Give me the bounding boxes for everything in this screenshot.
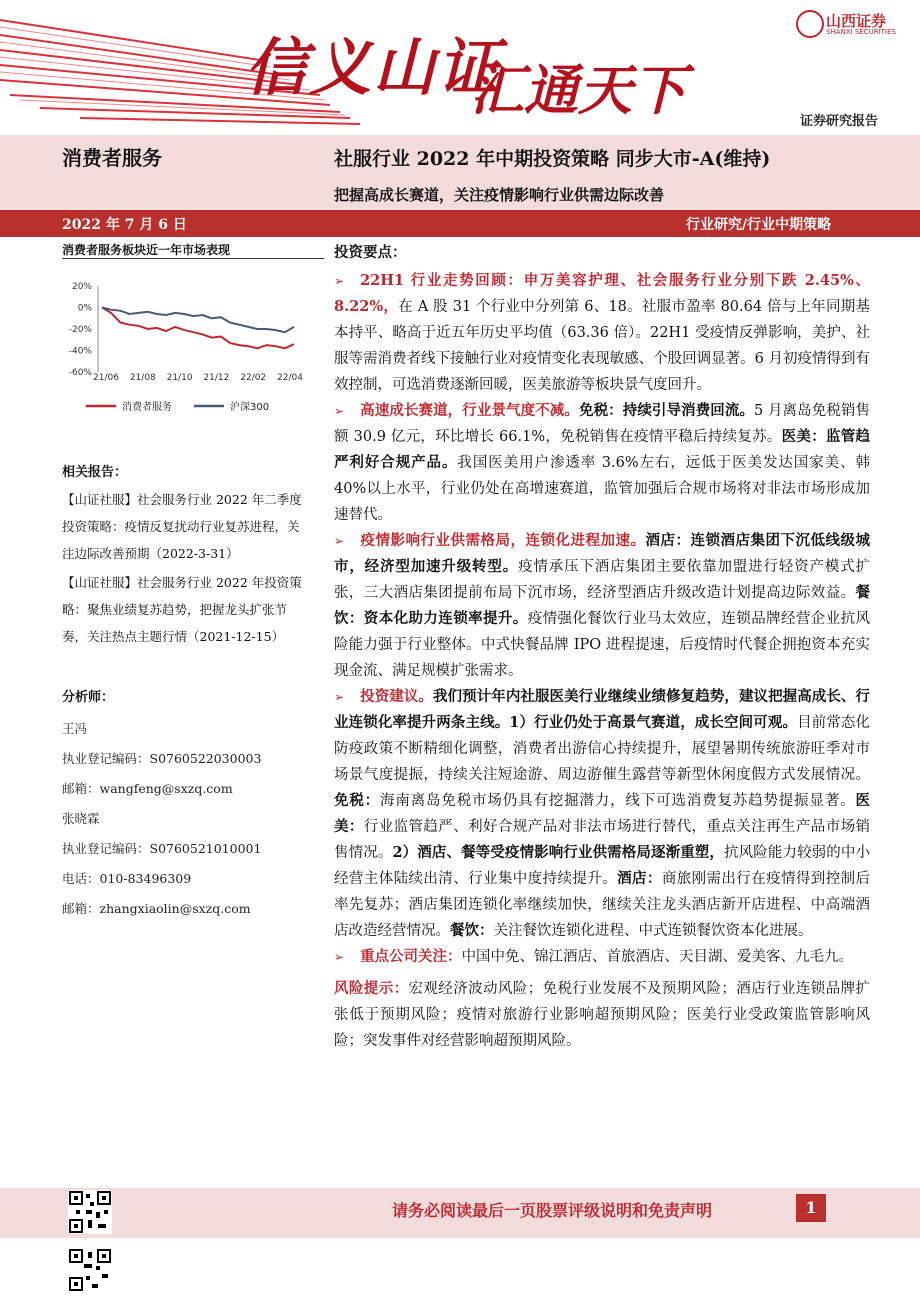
x-tick-label: 22/04 <box>277 373 303 383</box>
chart-title: 消费者服务板块近一年市场表现 <box>62 243 231 257</box>
x-tick-label: 22/02 <box>240 373 267 383</box>
y-tick-label: 20% <box>71 282 92 292</box>
chart-divider <box>62 258 324 259</box>
point-growth-track: ➢ 高速成长赛道，行业景气度不减。免税：持续引导消费回流。5 月离岛免税销售额 30.9 亿元，环比增长 66.1%，免税销售在疫情平稳后持续复苏。医美：监管趋严利好合规产品。我国医美用户渗透率 3.6%左右，远低于医美发达国家美、韩 40%以上水平，行业仍处在高增速赛道，监管加强后合规市场将对非法市场形成加速替代。 <box>334 402 870 523</box>
point-supply-demand: ➢ 疫情影响行业供需格局，连锁化进程加速。酒店：连锁酒店集团下沉低线级城市，经济型加速升级转型。疫情承压下酒店集团主要依靠加盟进行轻资产模式扩张，三大酒店集团提前布局下沉市场，经济型酒店升级改造计划提高边际效益。餐饮：资本化助力连锁率提升。疫情强化餐饮行业马太效应，连锁品牌经营企业抗风险能力强于行业整体。中式快餐品牌 IPO 进程提速，后疫情时代餐企拥抱资本充实现金流、满足规模扩张需求。 <box>334 532 871 679</box>
logo-english: SHANXI SECURITIES <box>826 28 896 36</box>
y-tick-label: -20% <box>68 325 92 335</box>
series-line-csi300 <box>102 308 294 333</box>
analyst-name: 王冯 <box>62 721 88 736</box>
legend-label: 消费者服务 <box>122 402 172 413</box>
qr-code-icon[interactable] <box>68 1248 112 1292</box>
analyst-email[interactable]: 邮箱：zhangxiaolin@sxzq.com <box>62 901 251 916</box>
related-reports-list <box>62 486 306 650</box>
report-date: 2022 年 7 月 6 日 <box>62 217 187 233</box>
qr-code-icon[interactable] <box>68 1190 112 1234</box>
point-investment-advice: ➢ 投资建议。我们预计年内社服医美行业继续业绩修复趋势，建议把握高成长、行业连锁化率提升两条主线。1）行业仍处于高景气赛道，成长空间可观。目前常态化防疫政策不断精细化调整，消费者出游信心持续提升，展望暑期传统旅游旺季对市场景气度提振，持续关注短途游、周边游催生露营等新型休闲度假方式发展情况。免税：海南离岛免税市场仍具有挖掘潜力，线下可选消费复苏趋势提振显著。医美：行业监管趋严、利好合规产品对非法市场进行替代，重点关注再生产品市场销售情况。2）酒店、餐等受疫情影响行业供需格局逐渐重塑，抗风险能力较弱的中小经营主体陆续出清、行业集中度持续提升。酒店：商旅刚需出行在疫情得到控制后率先复苏；酒店集团连锁化率继续加快，继续关注龙头酒店新开店进程、中高端酒店改造经营情况。餐饮：关注餐饮连锁化进程、中式连锁餐饮资本化进展。 <box>334 688 871 939</box>
disclaimer-text: 请务必阅读最后一页股票评级说明和免责声明 <box>392 1201 713 1220</box>
document-type: 证券研究报告 <box>800 114 879 129</box>
slogan-part1: 信义山证 <box>245 31 502 104</box>
y-tick-label: 0% <box>77 303 92 314</box>
analyst-title: 分析师： <box>62 690 115 705</box>
company-logo <box>796 10 906 38</box>
x-tick-label: 21/12 <box>203 373 230 383</box>
related-report-item[interactable]: 【山证社服】社会服务行业 2022 年投资策略：聚焦业绩复苏趋势，把握龙头扩张节奏，关注热点主题行情（2021-12-15） <box>62 575 302 644</box>
analyst-name: 张晓霖 <box>62 811 100 826</box>
logo-mark-icon <box>796 10 824 38</box>
related-report-item[interactable]: 【山证社服】社会服务行业 2022 年二季度投资策略：疫情反复扰动行业复苏进程，关注边际改善预期（2022-3-31） <box>62 492 302 561</box>
legend-label: 沪深300 <box>230 402 270 413</box>
market-performance-chart <box>62 278 312 423</box>
header-banner <box>0 0 920 135</box>
y-tick-label: -40% <box>68 346 92 357</box>
slogan-part2: 汇通天下 <box>470 59 686 122</box>
page-number: 1 <box>796 1194 826 1222</box>
analyst-license: 执业登记编码：S0760521010001 <box>62 841 262 856</box>
report-subtitle: 把握高成长赛道，关注疫情影响行业供需边际改善 <box>334 186 665 204</box>
y-tick-label: -60% <box>68 368 92 378</box>
analyst-email[interactable]: 邮箱：wangfeng@sxzq.com <box>62 781 233 796</box>
risk-warning: 风险提示：宏观经济波动风险；免税行业发展不及预期风险；酒店行业连锁品牌扩张低于预期风险；疫情对旅游行业影响超预期风险；医美行业受政策监管影响风险；突发事件对经营影响超预期风险。 <box>334 980 870 1049</box>
x-tick-label: 21/08 <box>129 373 156 383</box>
x-tick-label: 21/10 <box>166 373 193 383</box>
analyst-list <box>62 714 312 924</box>
x-tick-label: 21/06 <box>93 373 119 383</box>
main-content <box>334 240 870 1054</box>
point-key-companies: ➢ 重点公司关注：中国中免、锦江酒店、首旅酒店、天目湖、爱美客、九毛九。 <box>334 948 854 965</box>
report-category: 行业研究/行业中期策略 <box>686 217 832 233</box>
arrow-icon: ➢ <box>334 690 345 704</box>
logo-name: 山西证券 <box>826 12 887 30</box>
analyst-phone: 电话：010-83496309 <box>62 871 192 886</box>
related-reports-title: 相关报告： <box>62 465 128 480</box>
report-title: 社服行业 2022 年中期投资策略 同步大市-A(维持) <box>334 148 771 170</box>
arrow-icon: ➢ <box>334 534 345 548</box>
sector-label: 消费者服务 <box>62 146 162 170</box>
analyst-license: 执业登记编码：S0760522030003 <box>62 751 262 766</box>
point-industry-review: ➢ 22H1 行业走势回顾：申万美容护理、社会服务行业分别下跌 2.45%、8.22%，在 A 股 31 个行业中分列第 6、18。社服市盈率 80.64 倍与上年同期基本持平、略高于近五年历史平均值（63.36 倍）。22H1 受疫情反弹影响，美护、社服等需消费者线下接触行业对疫情变化表现敏感、个股回调显著。6 月初疫情得到有效控制，可选消费逐渐回暖，医美旅游等板块景气度回升。 <box>334 272 871 393</box>
arrow-icon: ➢ <box>334 950 345 964</box>
section-heading: 投资要点： <box>334 244 407 261</box>
arrow-icon: ➢ <box>334 404 345 418</box>
arrow-icon: ➢ <box>334 274 345 288</box>
